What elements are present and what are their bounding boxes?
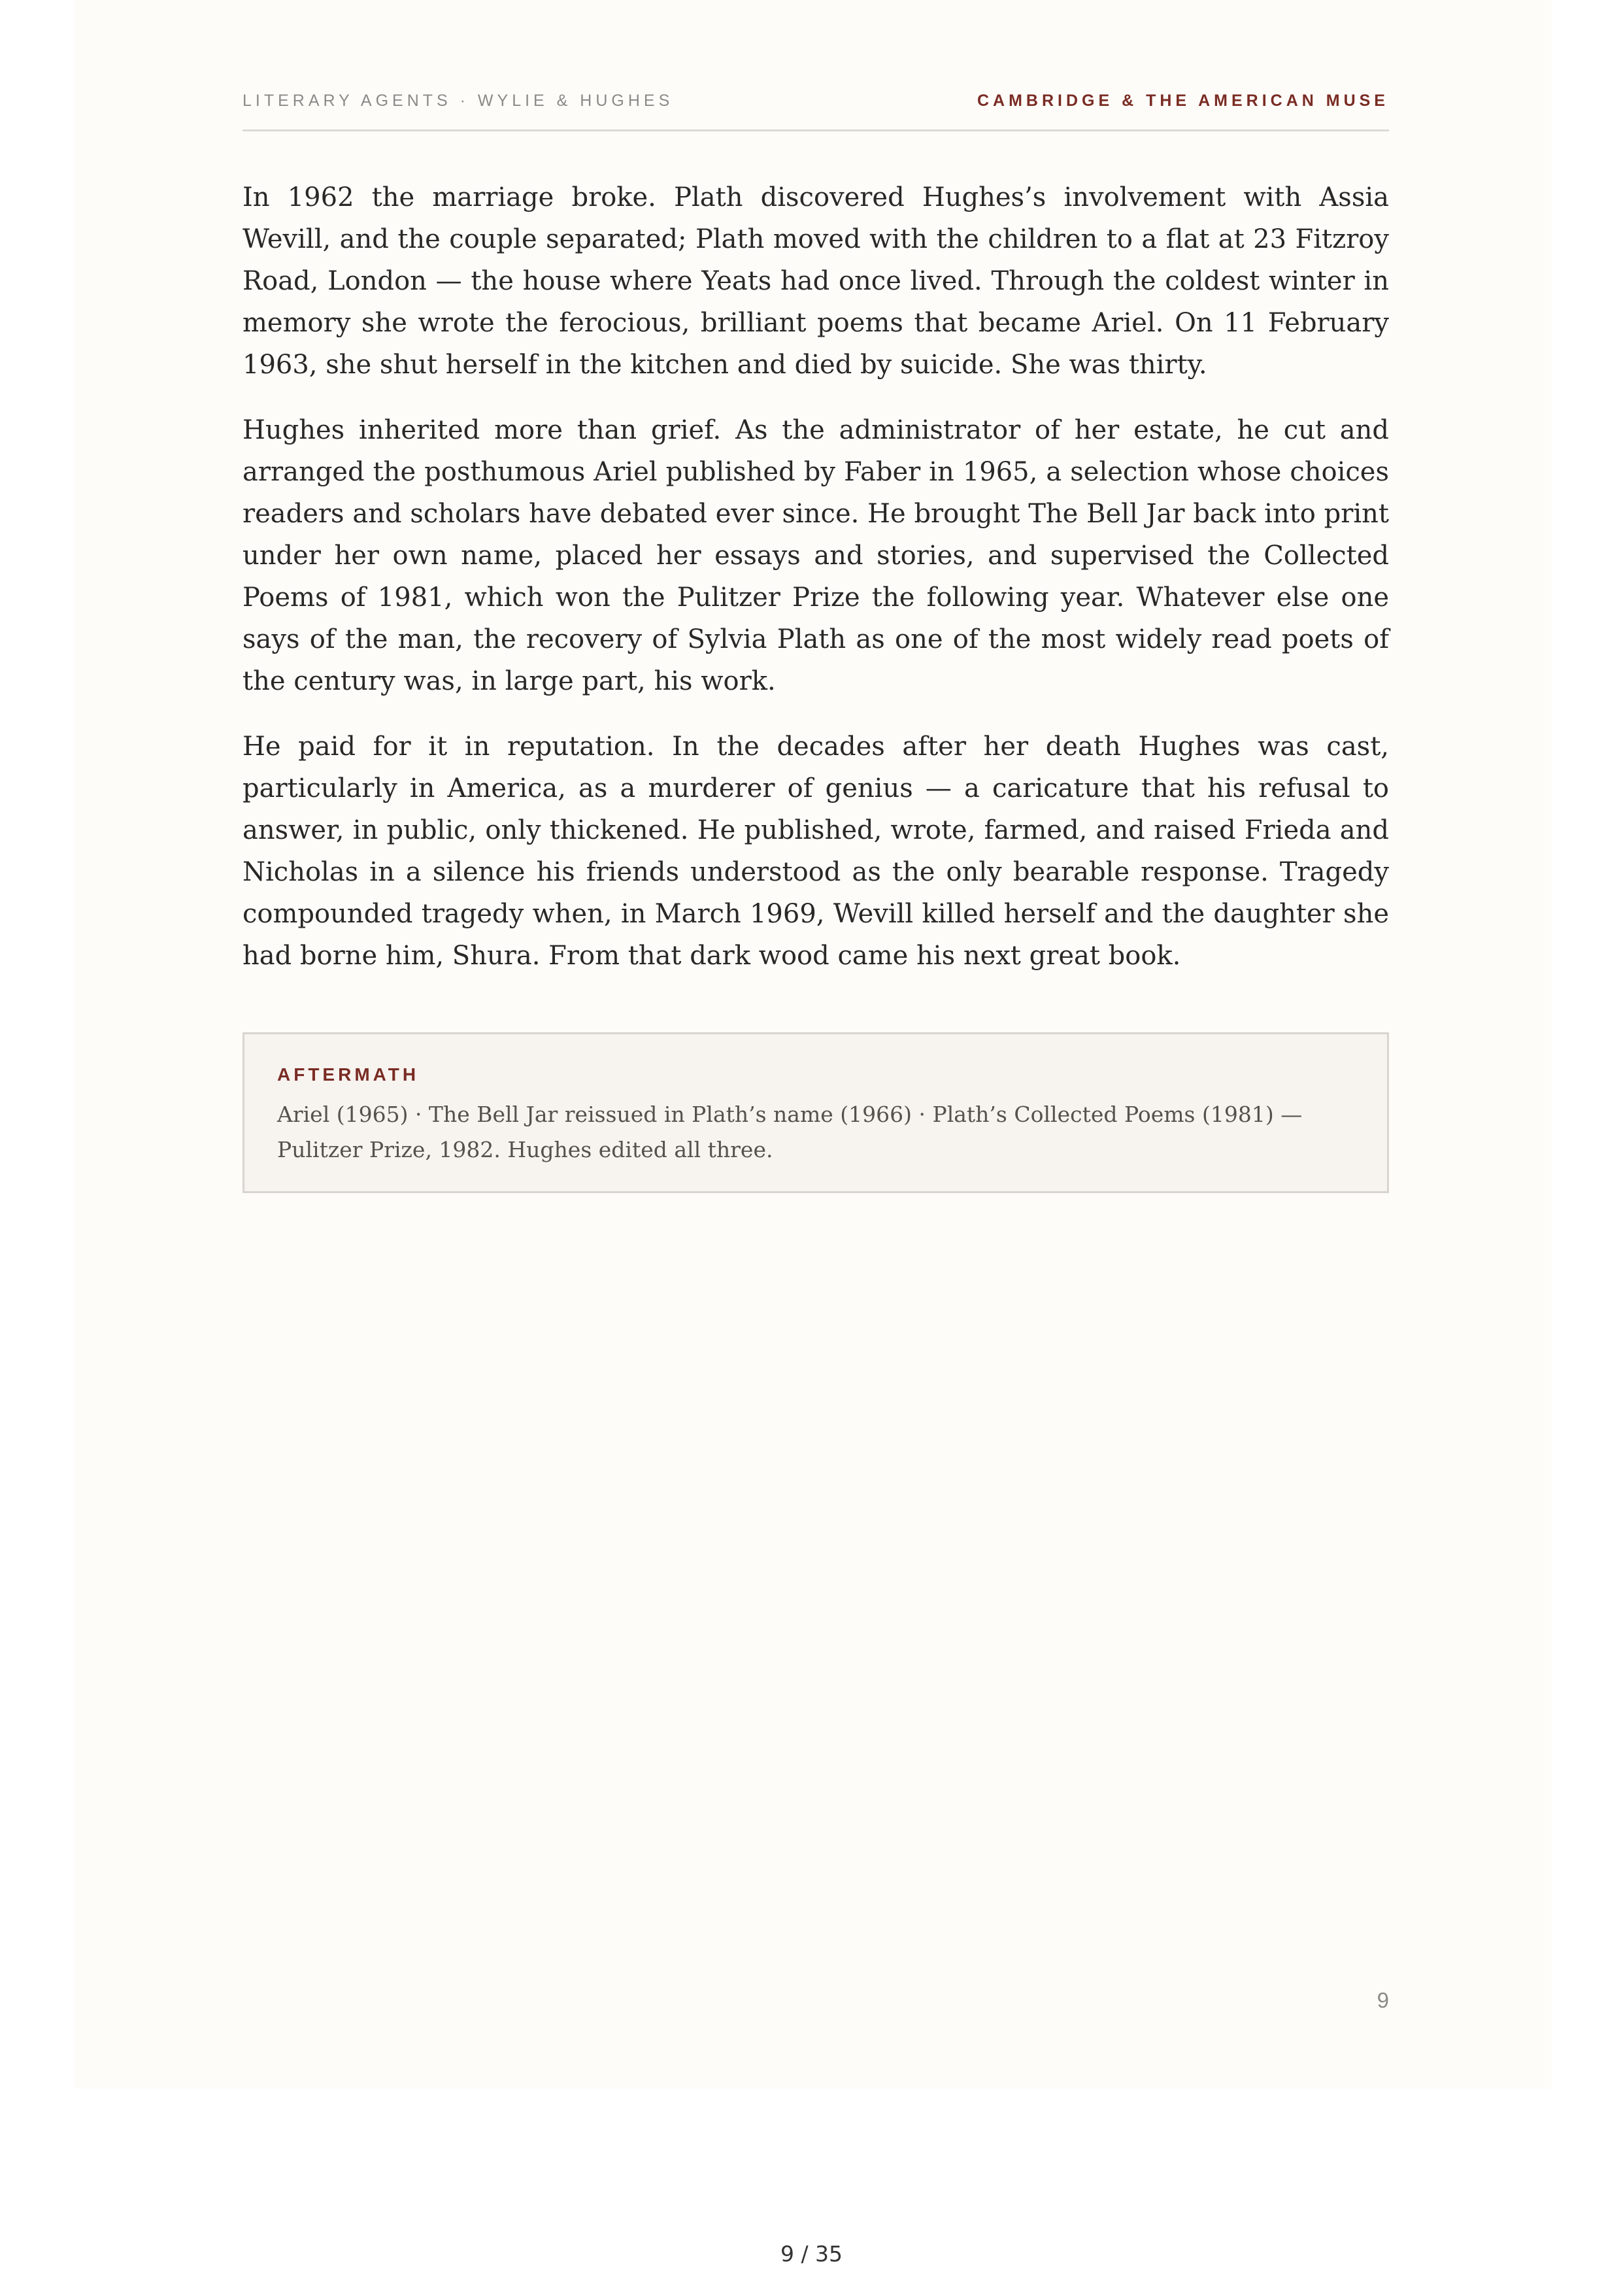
body-paragraph: Hughes inherited more than grief. As the administrator of her estate, he cut and arranged the posthumous Ariel published by Faber in 1965, a selection whose choices readers and scholars have debated ever since. He brought The Bell Jar back into print under her own name, placed her essays and stories, and supervised the Collected Poems of 1981, which won the Pulitzer Prize the following year. Whatever else one says of the man, the recovery of Sylvia Plath as one of the most widely read poets of the century was, in large part, his work. (243, 415, 1389, 696)
aftermath-label: AFTERMATH (277, 1064, 420, 1085)
body-paragraph: He paid for it in reputation. In the decades after her death Hughes was cast, particularly in America, as a murderer of genius — a caricature that his refusal to answer, in public, only thickened. He published, wrote, farmed, and raised Frieda and Nicholas in a silence his friends understood as the only bearable response. Tragedy compounded tragedy when, in March 1969, Wevill killed herself and the daughter she had borne him, Shura. From that dark wood came his next great book. (243, 732, 1389, 971)
viewer-page-counter: 9 / 35 (780, 2241, 843, 2267)
running-header (243, 92, 1389, 131)
header-series-title: LITERARY AGENTS · WYLIE & HUGHES (243, 92, 674, 110)
aftermath-text: Ariel (1965) · The Bell Jar reissued in Plath’s name (1966) · Plath’s Collected Poems (1981) — Pulitzer Prize, 1982. Hughes edited all three. (277, 1102, 1303, 1162)
page-number: 9 (1377, 1988, 1389, 2012)
body-paragraph: In 1962 the marriage broke. Plath discovered Hughes’s involvement with Assia Wevill, and the couple separated; Plath moved with the children to a flat at 23 Fitzroy Road, London — the house where Yeats had once lived. Through the coldest winter in memory she wrote the ferocious, brilliant poems that became Ariel. On 11 February 1963, she shut herself in the kitchen and died by suicide. She was thirty. (243, 182, 1389, 380)
aftermath-sidebar (243, 1032, 1389, 1193)
body-text (243, 177, 1389, 1000)
header-chapter-title: CAMBRIDGE & THE AMERICAN MUSE (977, 92, 1389, 110)
